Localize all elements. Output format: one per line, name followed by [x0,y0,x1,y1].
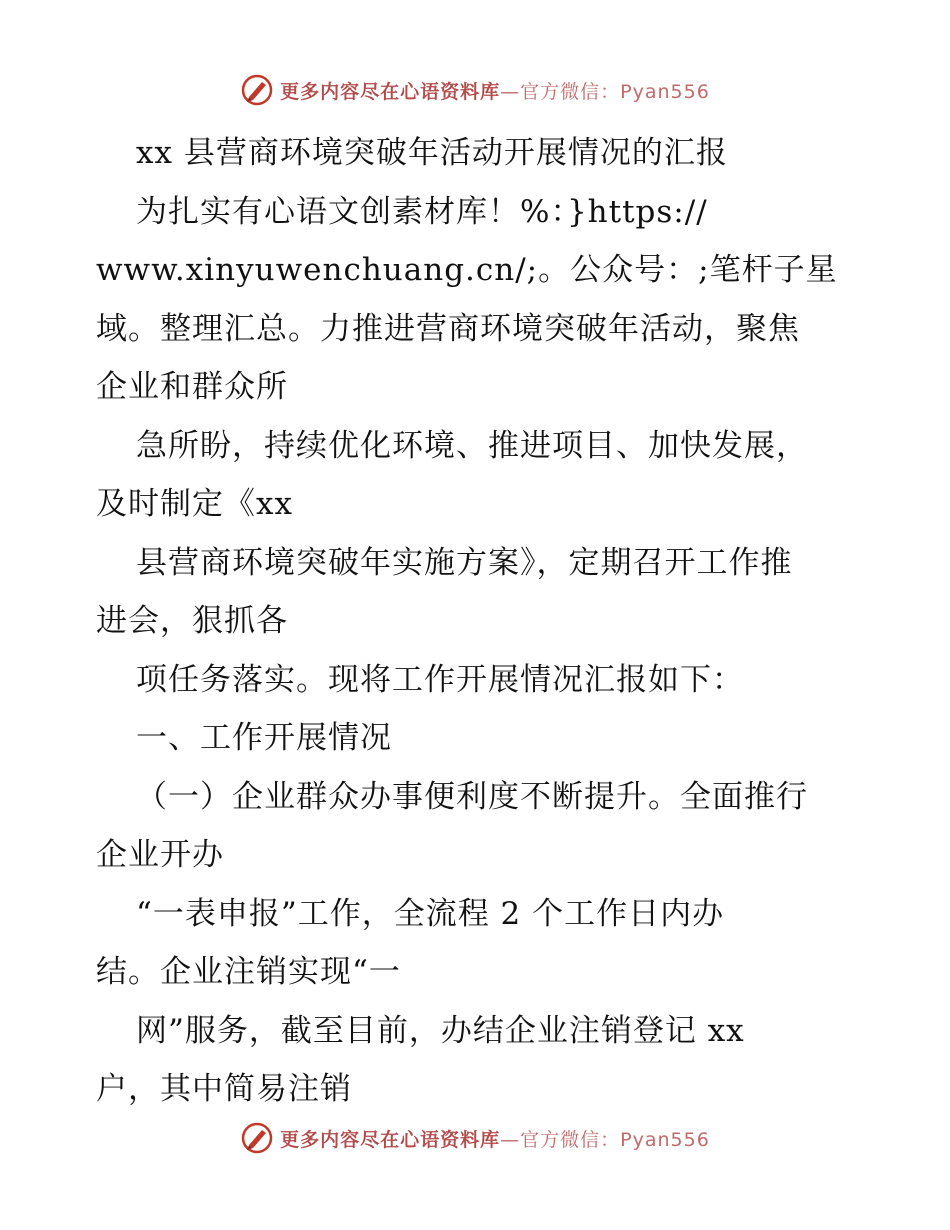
banner-text: 更多内容尽在心语资料库—官方微信：Pyan556 [280,1128,710,1151]
footer-banner [0,1118,950,1158]
banner-text: 更多内容尽在心语资料库—官方微信：Pyan556 [280,80,710,103]
text-line: 户，其中简易注销 [96,1071,352,1107]
text-line: 网”服务，截至目前，办结企业注销登记 xx [136,1012,745,1049]
text-line: 急所盼，持续优化环境、推进项目、加快发展， [136,427,808,464]
text-line: （一）企业群众办事便利度不断提升。全面推行 [136,778,808,815]
text-line: www.xinyuwenchuang.cn/;。公众号：;笔杆子星 [96,252,838,288]
text-line: xx 县营商环境突破年活动开展情况的汇报 [136,135,728,171]
text-line: “一表申报”工作，全流程 2 个工作日内办 [136,895,725,932]
pen-logo-icon [240,73,274,107]
section-heading: 一、工作开展情况 [136,720,392,756]
document-body [96,124,856,1119]
text-line: 县营商环境突破年实施方案》，定期召开工作推 [136,544,793,581]
header-banner [0,70,950,110]
text-line: 企业和群众所 [96,369,288,405]
text-line: 结。企业注销实现“一 [96,954,401,990]
text-line: 进会，狠抓各 [96,603,288,639]
text-line: 及时制定《xx [96,486,293,522]
text-line: 为扎实有心语文创素材库！%：}https:// [136,193,708,230]
pen-logo-icon [240,1121,274,1155]
text-line: 域。整理汇总。力推进营商环境突破年活动，聚焦 [96,310,800,347]
text-line: 项任务落实。现将工作开展情况汇报如下： [136,661,744,698]
text-line: 企业开办 [96,837,224,873]
